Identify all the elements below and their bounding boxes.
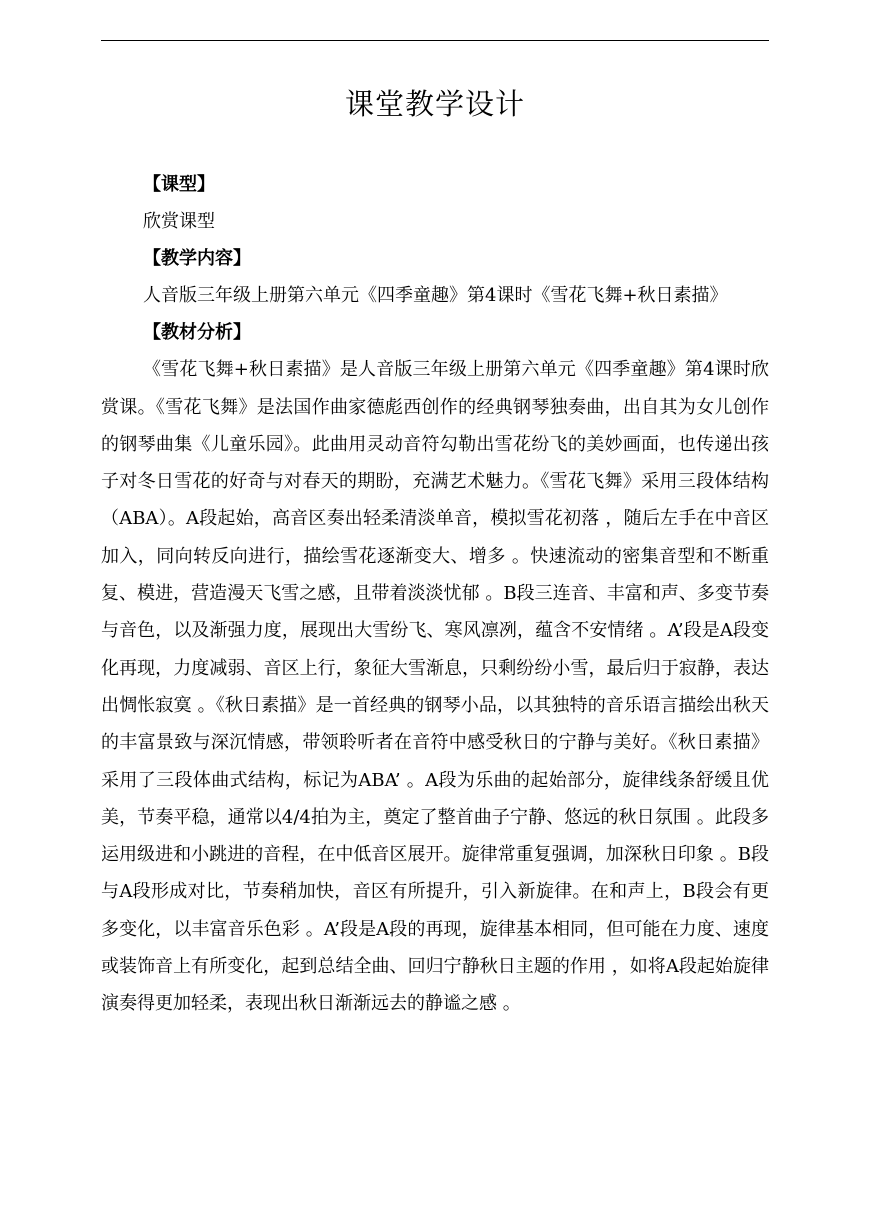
- section-heading-analysis: 【教材分析】: [143, 322, 251, 344]
- page-title: 课堂教学设计: [344, 87, 525, 121]
- section-heading-content: 【教学内容】: [143, 248, 251, 269]
- section-body-analysis: 《雪花飞舞+秋日素描》是人音版三年级上册第六单元《四季童趣》第4课时欣赏课。《雪花飞舞》是法国作曲家德彪西创作的经典钢琴独奏曲，出自其为女儿创作的钢琴曲集《儿童乐园》。此曲用灵动音符勾勒出雪花纷飞的美妙画面，也传递出孩子对冬日雪花的好奇与对春天的期盼，充满艺术魅力。《雪花飞舞》采用三段体结构（ABA）。A段起始，高音区奏出轻柔清淡单音，模拟雪花初落 ，随后左手在中音区加入，同向转反向进行，描绘雪花逐渐变大、增多 。快速流动的密集音型和不断重复、模进，营造漫天飞雪之感，且带着淡淡忧郁 。B段三连音、丰富和声、多变节奏与音色，以及渐强力度，展现出大雪纷飞、寒风凛冽，蕴含不安情绪 。A’段是A段变化再现，力度减弱、音区上行，象征大雪渐息，只剩纷纷小雪，最后归于寂静，表达出惆怅寂寞 。《秋日素描》是一首经典的钢琴小品，以其独特的音乐语言描绘出秋天的丰富景致与深沉情感，带领聆听者在音符中感受秋日的宁静与美好。《秋日素描》采用了三段体曲式结构，标记为ABA’ 。A段为乐曲的起始部分，旋律线条舒缓且优美，节奏平稳，通常以4/4拍为主，奠定了整首曲子宁静、悠远的秋日氛围 。此段多运用级进和小跳进的音程，在中低音区展开。旋律常重复强调，加深秋日印象 。B段与A段形成对比，节奏稍加快，音区有所提升，引入新旋律。在和声上，B段会有更多变化，以丰富音乐色彩 。A’段是A段的再现，旋律基本相同，但可能在力度、速度或装饰音上有所变化，起到总结全曲、回归宁静秋日主题的作用 ，如将A段起始旋律演奏得更加轻柔，表现出秋日渐渐远去的静谧之感 。: [101, 359, 769, 1015]
- section-heading-type: 【课型】: [143, 174, 215, 195]
- section-body-type: 欣赏课型: [143, 211, 215, 232]
- section-body-content: 人音版三年级上册第六单元《四季童趣》第4课时《雪花飞舞+秋日素描》: [143, 285, 728, 306]
- document-body: [101, 166, 769, 1023]
- header-rule: [101, 40, 769, 41]
